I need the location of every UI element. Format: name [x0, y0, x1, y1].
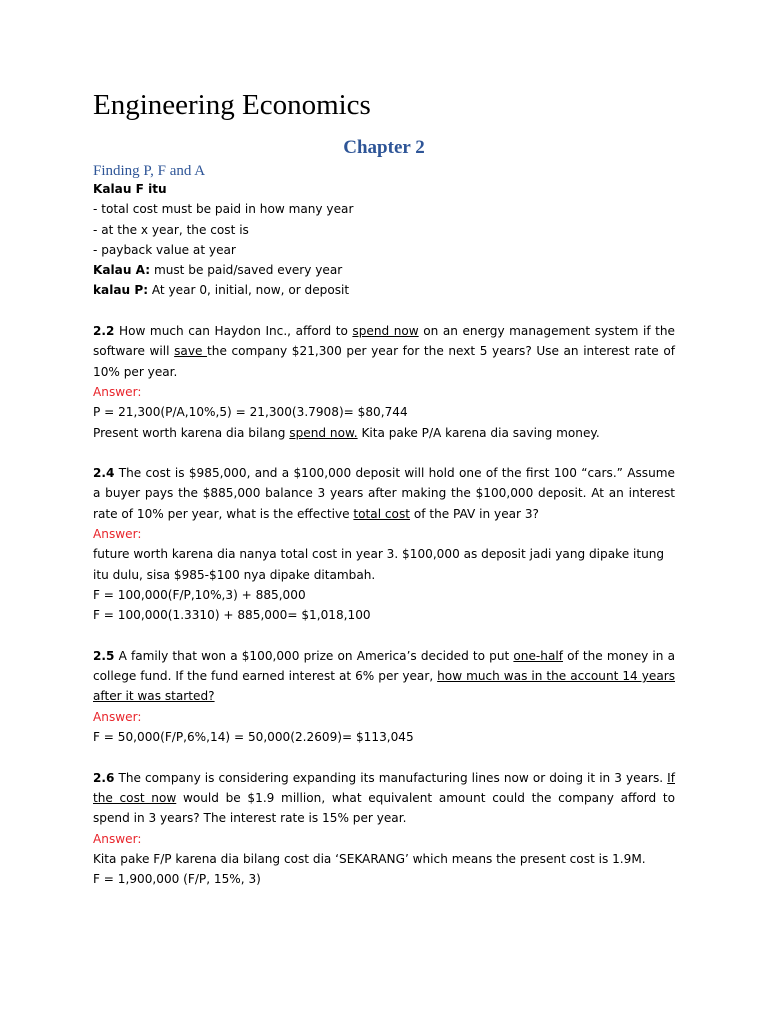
problem-2-6-explanation: Kita pake F/P karena dia bilang cost dia ‘SEKARANG’ which means the present cost is 1.9M. [93, 851, 646, 866]
problem-2-4-question: 2.4 The cost is $985,000, and a $100,000 deposit will hold one of the first 100 “cars.” Assume a buyer pays the $885,000 balance 3 years after making the $100,000 deposit. At an interest rate of 10% per year, what is the effective total cost of the PAV in year 3? [93, 466, 675, 521]
answer-label: Answer: [93, 527, 142, 542]
problem-number: 2.4 [93, 466, 115, 481]
a-note [93, 260, 675, 280]
problem-2-5-question: 2.5 A family that won a $100,000 prize on America’s decided to put one-half of the money in a college fund. If the fund earned interest at 6% per year, how much was in the account 14 years after it was started? [93, 648, 676, 704]
answer-label: Answer: [93, 384, 142, 399]
problem-2-4-equation: F = 100,000(1.3310) + 885,000= $1,018,100 [93, 608, 371, 623]
problem-number: 2.6 [93, 770, 115, 785]
f-notes-heading: Kalau F itu [93, 182, 167, 196]
a-note-text: must be paid/saved every year [150, 263, 343, 278]
section-heading: Finding P, F and A [93, 163, 206, 179]
problem-2-6-question: 2.6 The company is considering expanding its manufacturing lines now or doing it in 3 years. If the cost now would be $1.9 million, what equivalent amount could the company afford to spend in 3 years? The interest rate is 15% per year. [93, 770, 675, 826]
p-note [93, 280, 675, 300]
problem-2-5-equation: F = 50,000(F/P,6%,14) = 50,000(2.2609)= $113,045 [93, 730, 414, 745]
problem-number: 2.5 [93, 648, 115, 663]
f-note-item: - payback value at year [93, 242, 236, 257]
document-body [93, 179, 675, 889]
problem-2-4-explanation: future worth karena dia nanya total cost in year 3. $100,000 as deposit jadi yang dipake itung itu dulu, sisa $985-$100 nya dipake ditambah. [93, 547, 665, 582]
problem-2-6-equation: F = 1,900,000 (F/P, 15%, 3) [93, 872, 261, 887]
answer-label: Answer: [93, 709, 142, 724]
answer-label: Answer: [93, 831, 142, 846]
problem-2-4-equation: F = 100,000(F/P,10%,3) + 885,000 [93, 587, 306, 602]
chapter-heading: Chapter 2 [343, 137, 425, 158]
p-note-text: At year 0, initial, now, or deposit [148, 283, 350, 298]
problem-2-2-question: 2.2 How much can Haydon Inc., afford to spend now on an energy management system if the software will save the company $21,300 per year for the next 5 years? Use an interest rate of 10% per year. [93, 324, 676, 379]
p-note-label: kalau P: [93, 283, 149, 298]
f-note-item: - at the x year, the cost is [93, 222, 249, 237]
problem-2-2-explanation: Present worth karena dia bilang spend now. Kita pake P/A karena dia saving money. [93, 425, 600, 440]
problem-2-2-equation: P = 21,300(P/A,10%,5) = 21,300(3.7908)= $80,744 [93, 405, 408, 420]
problem-number: 2.2 [93, 324, 115, 339]
a-note-label: Kalau A: [93, 263, 151, 278]
document-title: Engineering Economics [93, 89, 371, 121]
f-note-item: - total cost must be paid in how many year [93, 202, 354, 217]
